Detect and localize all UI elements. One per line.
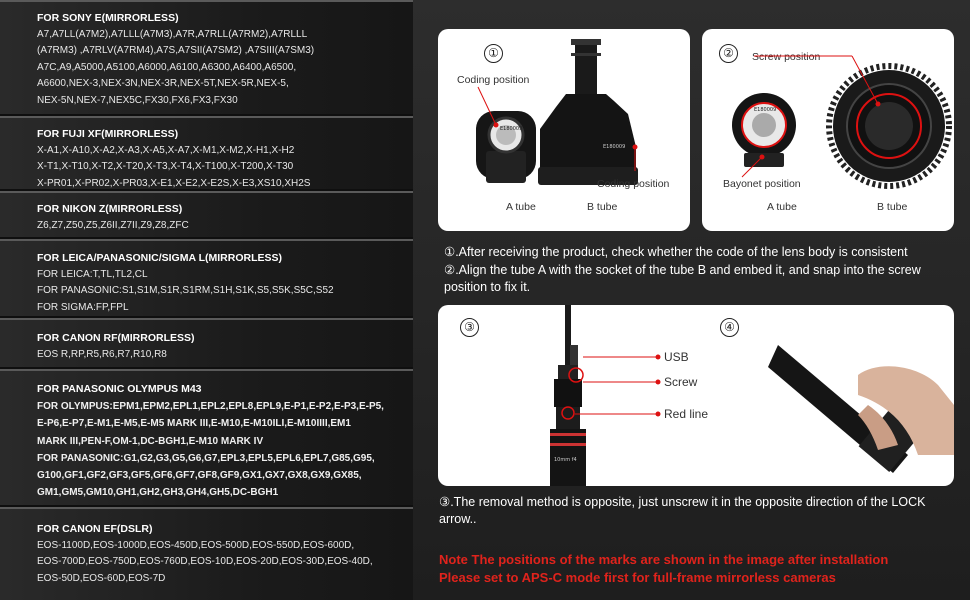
compat-line: EOS-1100D,EOS-1000D,EOS-450D,EOS-500D,EOS-550D,EOS-600D, (37, 540, 355, 551)
compat-line: A7,A7LL(A7M2),A7LLL(A7M3),A7R,A7RLL(A7RM2),A7RLLL (37, 29, 308, 40)
bayonet-position-label: Bayonet position (723, 178, 801, 190)
tube-b-label: B tube (587, 201, 618, 213)
note-line-1 (439, 551, 969, 569)
compatibility-list (0, 0, 413, 600)
svg-text:E180009: E180009 (603, 144, 626, 150)
tube-a-label: A tube (506, 201, 536, 213)
compat-heading: FOR NIKON Z(MIRRORLESS) (37, 203, 183, 215)
compat-nikon (0, 191, 413, 237)
step-number: ④ (720, 318, 739, 337)
note-text: The positions of the marks are shown in the image after installation (467, 552, 889, 567)
compat-line: A6600,NEX-3,NEX-3N,NEX-3R,NEX-5T,NEX-5R,NEX-5, (37, 78, 289, 90)
usb-label: USB (664, 350, 689, 364)
lens-text: 10mm f4 (554, 457, 577, 463)
step-number: ② (719, 44, 738, 63)
compat-line: EOS-700D,EOS-750D,EOS-760D,EOS-10D,EOS-20D,EOS-30D,EOS-40D, (37, 556, 373, 568)
compat-leica (0, 239, 413, 316)
compat-line: FOR OLYMPUS:EPM1,EPM2,EPL1,EPL2,EPL8,EPL9,E-P1,E-P2,E-P3,E-P5, (37, 401, 384, 412)
compat-line: EOS R,RP,R5,R6,R7,R10,R8 (37, 349, 167, 360)
tube-code: E180009 (500, 126, 523, 132)
compat-line: FOR PANASONIC:G1,G2,G3,G5,G6,G7,EPL3,EPL5,EPL6,EPL7,G85,G95, (37, 452, 375, 464)
compat-line: (A7RM3) ,A7RLV(A7RM4),A7S,A7SII(A7SM2) ,A7SIII(A7SM3) (37, 45, 315, 57)
instruction-step-3: ③.The removal method is opposite, just unscrew it in the opposite direction of the LOCK arrow.. (439, 495, 926, 526)
mount-illustration (702, 29, 954, 231)
card-assembly (438, 305, 954, 486)
compat-heading: FOR LEICA/PANASONIC/SIGMA L(MIRRORLESS) (37, 252, 282, 264)
compat-fuji (0, 116, 413, 189)
note-line-2: Please set to APS-C mode first for full-frame mirrorless cameras (439, 570, 836, 585)
lens-illustration (438, 305, 954, 486)
compat-sony (0, 0, 413, 114)
instruction-step-1: ①.After receiving the product, check whether the code of the lens body is consistent (444, 245, 908, 259)
compat-m43 (0, 369, 413, 505)
instructions-panel (413, 0, 970, 600)
card-coding-position (438, 29, 690, 231)
coding-label-top: Coding position (457, 74, 530, 86)
compat-line: FOR PANASONIC:S1,S1M,S1R,S1RM,S1H,S1K,S5,S5K,S5C,S52 (37, 285, 334, 297)
compat-line: X-T1,X-T10,X-T2,X-T20,X-T3,X-T4,X-T100,X-T200,X-T30 (37, 161, 294, 173)
compat-heading: FOR CANON EF(DSLR) (37, 523, 153, 535)
compat-heading: FOR FUJI XF(MIRRORLESS) (37, 128, 179, 140)
compat-line: MARK III,PEN-F,OM-1,DC-BGH1,E-M10 MARK IV (37, 435, 264, 447)
instruction-step-2: ②.Align the tube A with the socket of the tube B and embed it, and snap into the screw position to fix it. (444, 263, 921, 294)
compat-line: A7C,A9,A5000,A5100,A6000,A6100,A6300,A6400,A6500, (37, 61, 297, 73)
coding-label-bottom: Coding position (597, 178, 670, 190)
note-label: Note (439, 552, 468, 567)
compat-heading: FOR SONY E(MIRRORLESS) (37, 12, 179, 24)
screw-position-label: Screw position (752, 51, 821, 63)
red-line-label: Red line (664, 407, 709, 421)
compat-line: X-PR01,X-PR02,X-PR03,X-E1,X-E2,X-E2S,X-E3,XS10,XH2S (37, 177, 311, 189)
step-number: ① (484, 44, 503, 63)
tube-illustration (438, 29, 690, 231)
card-screw-position (702, 29, 954, 231)
compat-line: G100,GF1,GF2,GF3,GF5,GF6,GF7,GF8,GF9,GX1,GX7,GX8,GX9,GX85, (37, 470, 362, 482)
compat-line: E-P6,E-P7,E-M1,E-M5,E-M5 MARK III,E-M10,E-M10ILI,E-M10IIII,EM1 (37, 418, 351, 430)
tube-b-label: B tube (877, 201, 908, 213)
step-number: ③ (460, 318, 479, 337)
compat-line: GM1,GM5,GM10,GH1,GH2,GH3,GH4,GH5,DC-BGH1 (37, 487, 279, 499)
compat-line: NEX-5N,NEX-7,NEX5C,FX30,FX6,FX3,FX30 (37, 94, 238, 106)
compat-line: FOR SIGMA:FP,FPL (37, 301, 129, 313)
compat-line: FOR LEICA:T,TL,TL2,CL (37, 269, 148, 280)
compat-canon-rf (0, 318, 413, 367)
compat-line: EOS-50D,EOS-60D,EOS-7D (37, 572, 166, 584)
mount-code: E180009 (754, 107, 777, 113)
compat-line: X-A1,X-A10,X-A2,X-A3,X-A5,X-A7,X-M1,X-M2,X-H1,X-H2 (37, 145, 295, 156)
compat-canon-ef (0, 507, 413, 600)
compat-line: Z6,Z7,Z50,Z5,Z6II,Z7II,Z9,Z8,ZFC (37, 220, 189, 231)
tube-a-label: A tube (767, 201, 797, 213)
gear-ring (829, 66, 949, 186)
compat-heading: FOR CANON RF(MIRRORLESS) (37, 332, 195, 344)
screw-label: Screw (664, 375, 698, 389)
compat-heading: FOR PANASONIC OLYMPUS M43 (37, 383, 202, 395)
